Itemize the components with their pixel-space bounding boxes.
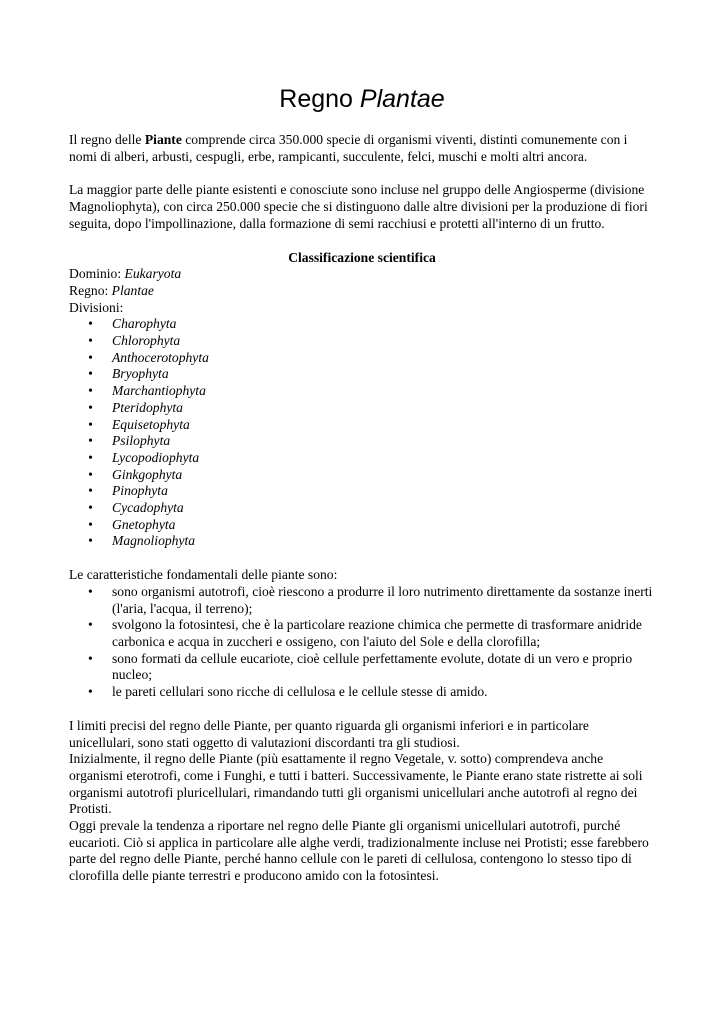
list-item: • Pinophyta bbox=[69, 483, 655, 500]
divisions-list bbox=[69, 316, 655, 550]
intro-text-rest: comprende circa 350.000 specie di organismi viventi, distinti comunemente con i nomi di alberi, arbusti, cespugli, erbe, rampicanti, succulente, felci, muschi e molti altri ancora. bbox=[69, 132, 628, 164]
document-page bbox=[69, 84, 655, 885]
page-title bbox=[69, 84, 655, 114]
list-item: • Pteridophyta bbox=[69, 400, 655, 417]
list-item: • Cycadophyta bbox=[69, 500, 655, 517]
list-item: • le pareti cellulari sono ricche di cellulosa e le cellule stesse di amido. bbox=[69, 684, 655, 701]
limits-paragraph-3: Oggi prevale la tendenza a riportare nel regno delle Piante gli organismi unicellulari autotrofi, purché eucarioti. Ciò si applica in particolare alle alghe verdi, tradizionalmente incluse nei Protisti; esse farebbero parte del regno delle Piante, perché hanno cellule con le pareti di cellulosa, contengono lo stesso tipo di clorofilla delle piante terrestri e producono amido con la fotosintesi. bbox=[69, 818, 649, 884]
list-item: • Bryophyta bbox=[69, 366, 655, 383]
list-item: • sono organismi autotrofi, cioè riescono a produrre il loro nutrimento direttamente da sostanze inerti (l'aria, l'acqua, il terreno); bbox=[69, 584, 655, 617]
list-item: • Charophyta bbox=[69, 316, 655, 333]
list-item: • Chlorophyta bbox=[69, 333, 655, 350]
list-item: • Ginkgophyta bbox=[69, 467, 655, 484]
intro-text: Il regno delle bbox=[69, 132, 145, 147]
list-item: • Psilophyta bbox=[69, 433, 655, 450]
title-italic: Plantae bbox=[359, 85, 445, 113]
features-intro: Le caratteristiche fondamentali delle piante sono: bbox=[69, 567, 338, 583]
list-item: • Magnoliophyta bbox=[69, 533, 655, 550]
domain-value: Eukaryota bbox=[124, 266, 182, 282]
list-item: • Lycopodiophyta bbox=[69, 450, 655, 467]
list-item: • sono formati da cellule eucariote, cioè cellule perfettamente evolute, dotate di un vero e proprio nucleo; bbox=[69, 651, 655, 684]
kingdom-value: Plantae bbox=[111, 282, 154, 298]
list-item: • Equisetophyta bbox=[69, 417, 655, 434]
intro-paragraph-1 bbox=[69, 132, 655, 165]
limits-paragraph-1: I limiti precisi del regno delle Piante, per quanto riguarda gli organismi inferiori e in particolare unicellulari, sono stati oggetto di valutazioni discordanti tra gli studiosi. bbox=[69, 717, 589, 750]
domain-label: Dominio: bbox=[69, 266, 125, 282]
intro-bold-term: Piante bbox=[144, 132, 182, 147]
kingdom-line bbox=[69, 283, 655, 300]
limits-paragraph-2: Inizialmente, il regno delle Piante (più esattamente il regno Vegetale, v. sotto) comprendeva anche organismi eterotrofi, come i Funghi, e tutti i batteri. Successivamente, le Piante erano state ristrette ai soli organismi autotrofi pluricellulari, rimandando tutti gli organismi unicellulari anche autotrofi al regno dei Protisti. bbox=[69, 751, 643, 817]
list-item: • Anthocerotophyta bbox=[69, 350, 655, 367]
divisions-label: Divisioni: bbox=[69, 299, 124, 315]
features-list bbox=[69, 584, 655, 701]
list-item: • Marchantiophyta bbox=[69, 383, 655, 400]
list-item: • Gnetophyta bbox=[69, 517, 655, 534]
title-main: Regno bbox=[279, 85, 360, 113]
kingdom-label: Regno: bbox=[69, 282, 112, 298]
intro-paragraph-2: La maggior parte delle piante esistenti e conosciute sono incluse nel gruppo delle Angiosperme (divisione Magnoliophyta), con circa 250.000 specie che si distinguono dalle altre divisioni per la produzione di fiori seguita, dopo l'impollinazione, dalla formazione di semi racchiusi e protetti all'interno di un frutto. bbox=[69, 182, 648, 231]
domain-line bbox=[69, 266, 655, 283]
classification-heading: Classificazione scientifica bbox=[288, 249, 436, 265]
list-item: • svolgono la fotosintesi, che è la particolare reazione chimica che permette di trasformare anidride carbonica e acqua in zuccheri e ossigeno, con l'aiuto del Sole e della clorofilla; bbox=[69, 617, 655, 650]
